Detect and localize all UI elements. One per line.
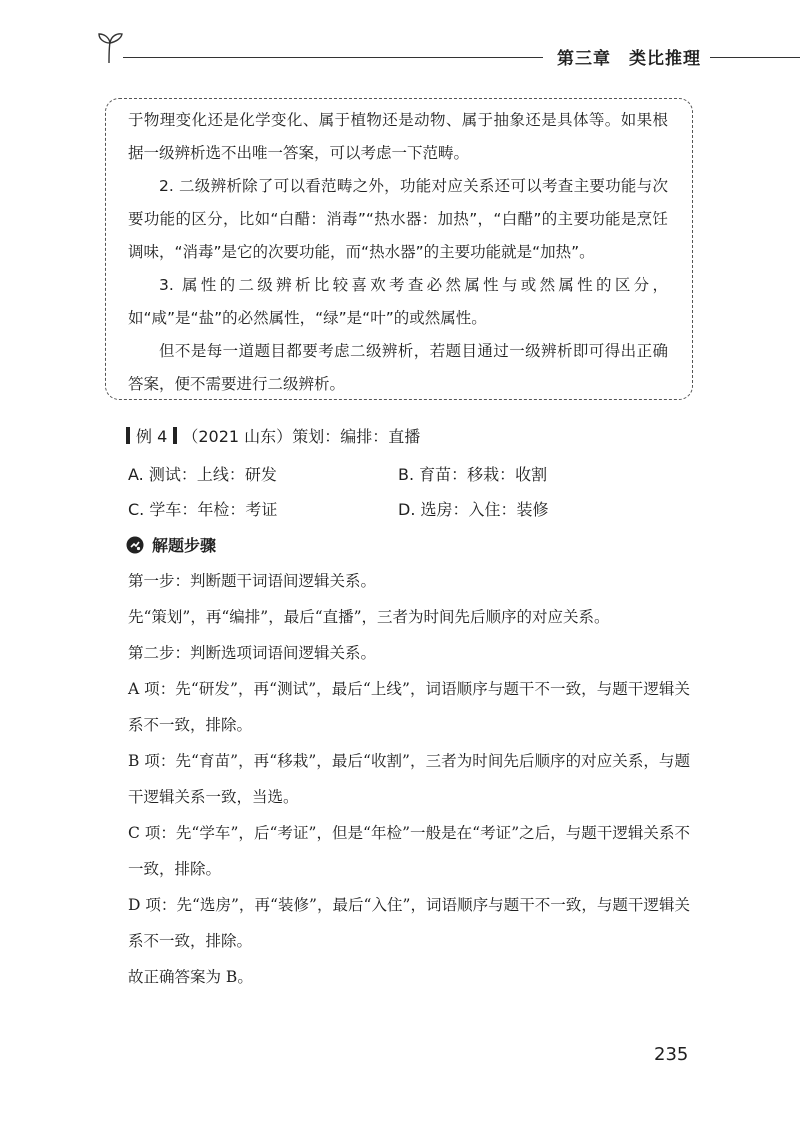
example-stem: 策划：编排：直播: [292, 427, 421, 446]
example-title: [126, 424, 420, 447]
chapter-header: [557, 44, 701, 69]
sprout-icon: [95, 30, 125, 64]
solution-heading-text: 解题步骤: [152, 536, 217, 555]
solution-line: 第二步：判断选项词语间逻辑关系。: [128, 644, 377, 662]
solution-line: C 项：先“学车”，后“考证”，但是“年检”一般是在“考证”之后，与题干逻辑关系不一致，排除。: [128, 824, 690, 878]
note-paragraph: 2. 二级辨析除了可以看范畴之外，功能对应关系还可以考查主要功能与次要功能的区分，比如“白醋：消毒”“热水器：加热”，“白醋”的主要功能是烹饪调味，“消毒”是它的次要功能，而“热水器”的主要功能就是“加热”。: [128, 177, 668, 261]
example-bar-right: [173, 427, 177, 444]
header-rule-left: [123, 57, 543, 58]
example-bar-left: [126, 427, 130, 444]
solution-line: 第一步：判断题干词语间逻辑关系。: [128, 572, 377, 590]
solution-content: [128, 563, 690, 995]
note-paragraph: 但不是每一道题目都要考虑二级辨析，若题目通过一级辨析即可得出正确答案，便不需要进行二级辨析。: [128, 342, 668, 393]
example-label: 例 4: [136, 427, 168, 446]
option-c: C. 学车：年检：考证: [128, 500, 278, 519]
note-paragraph: 3. 属性的二级辨析比较喜欢考查必然属性与或然属性的区分，如“咸”是“盐”的必然属性，“绿”是“叶”的或然属性。: [128, 276, 668, 327]
note-paragraph: 于物理变化还是化学变化、属于植物还是动物、属于抽象还是具体等。如果根据一级辨析选不出唯一答案，可以考虑一下范畴。: [128, 111, 668, 162]
option-a: A. 测试：上线：研发: [128, 465, 277, 484]
page-number: 235: [654, 1044, 689, 1065]
solution-line: B 项：先“育苗”，再“移栽”，最后“收割”，三者为时间先后顺序的对应关系，与题干逻辑关系一致，当选。: [128, 752, 690, 806]
solution-line: 故正确答案为 B。: [128, 968, 253, 986]
solution-line: 先“策划”，再“编排”，最后“直播”，三者为时间先后顺序的对应关系。: [128, 608, 610, 626]
option-d: D. 选房：入住：装修: [398, 500, 549, 519]
solution-heading: [126, 533, 216, 556]
header-rule-right: [710, 57, 800, 58]
solution-line: A 项：先“研发”，再“测试”，最后“上线”，词语顺序与题干不一致，与题干逻辑关系不一致，排除。: [128, 680, 690, 734]
chapter-title: 类比推理: [629, 49, 701, 69]
note-content: [128, 104, 668, 401]
solution-line: D 项：先“选房”，再“装修”，最后“入住”，词语顺序与题干不一致，与题干逻辑关系不一致，排除。: [128, 896, 690, 950]
option-b: B. 育苗：移栽：收割: [398, 465, 548, 484]
example-source: （2021 山东）: [182, 427, 293, 446]
solution-steps-icon: [126, 536, 144, 554]
chapter-number: 第三章: [557, 49, 611, 69]
